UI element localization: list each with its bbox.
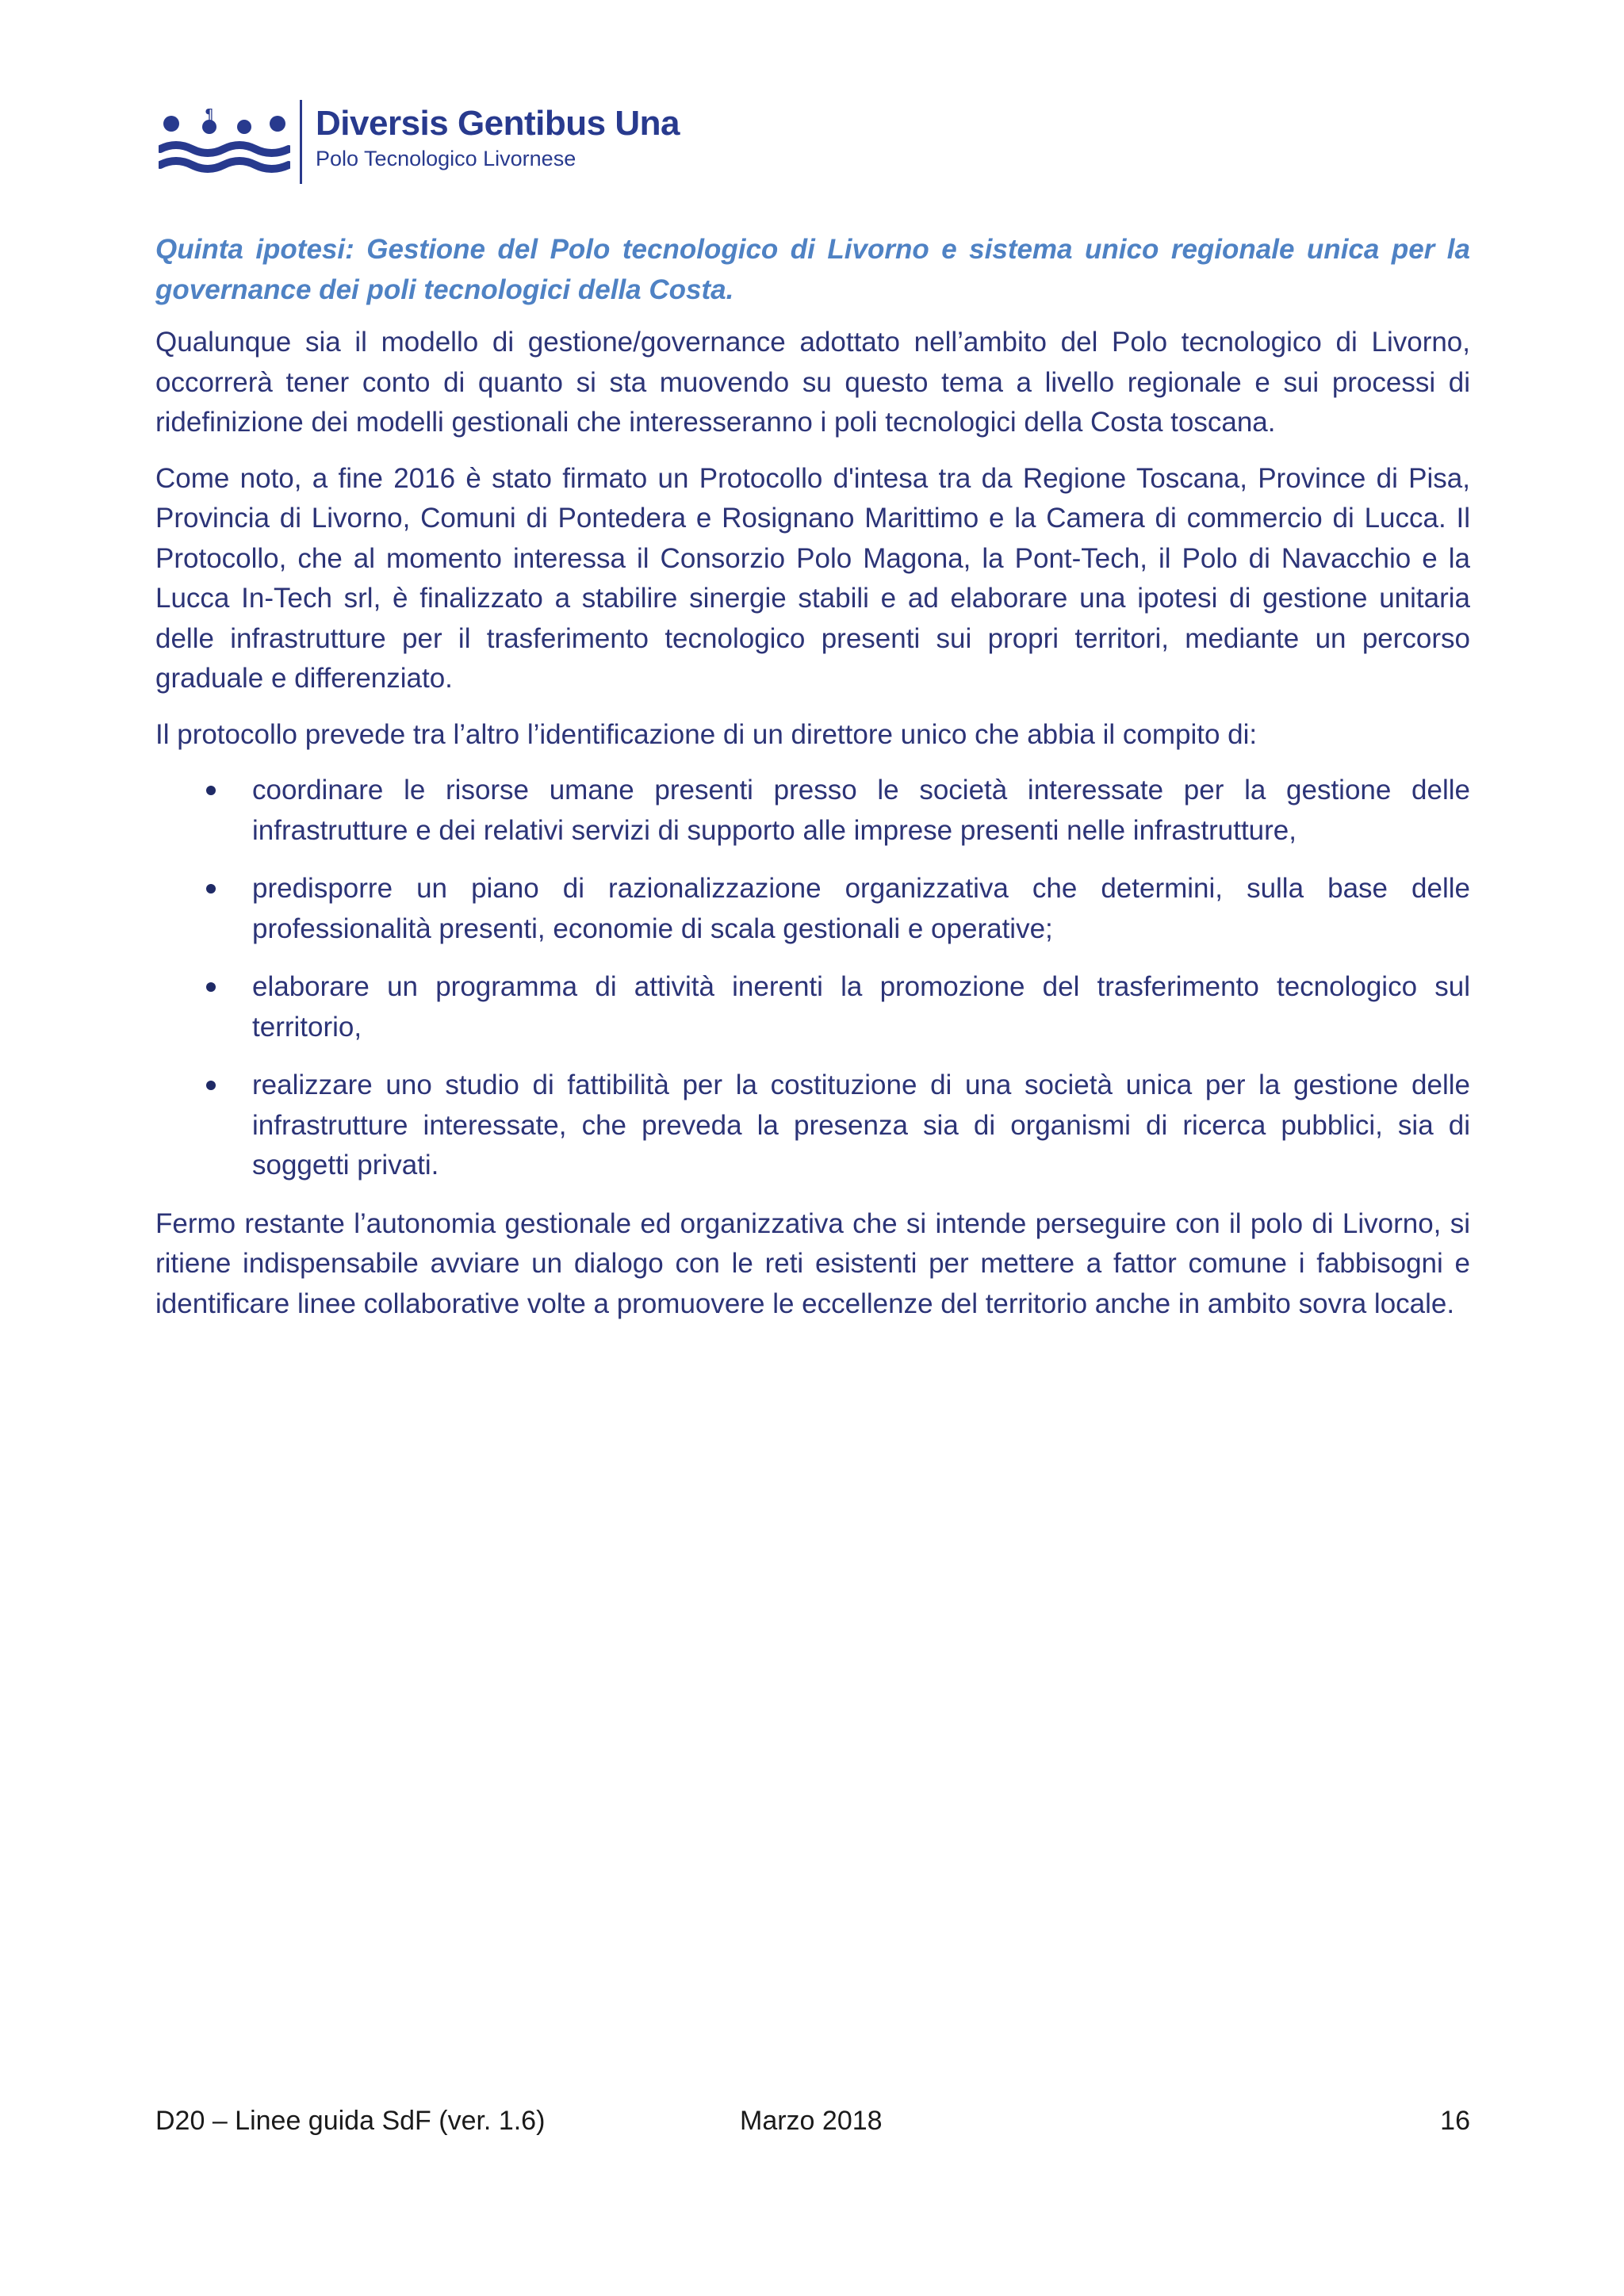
header-logo <box>159 98 730 186</box>
document-body <box>155 230 1470 1340</box>
bullet-item <box>155 967 1470 1047</box>
bullet-text: realizzare uno studio di fattibilità per la costituzione di una società unica per la gestione delle infrastrutture interessate, che preveda la presenza sia di organismi di ricerca pubblici, sia di soggetti privati. <box>252 1070 1470 1181</box>
page-number: 16 <box>1440 2106 1470 2136</box>
logo-subtitle: Polo Tecnologico Livornese <box>316 147 576 170</box>
bullet-text: coordinare le risorse umane presenti presso le società interessate per la gestione delle infrastrutture e dei relativi servizi di supporto alle imprese presenti nelle infrastrutture, <box>252 775 1470 846</box>
page-footer <box>155 2106 1470 2145</box>
footer-document-id: D20 – Linee guida SdF (ver. 1.6) <box>155 2106 546 2136</box>
bullet-item <box>155 869 1470 949</box>
footer-date: Marzo 2018 <box>740 2106 883 2136</box>
bullet-item <box>155 1066 1470 1186</box>
paragraph: Come noto, a fine 2016 è stato firmato un Protocollo d'intesa tra da Regione Toscana, Province di Pisa, Provincia di Livorno, Comuni di Pontedera e Rosignano Marittimo e la Camera di commercio di Lucca. Il Protocollo, che al momento interessa il Consorzio Polo Magona, la Pont-Tech, il Polo di Navacchio e la Lucca In-Tech srl, è finalizzato a stabilire sinergie stabili e ad elaborare una ipotesi di gestione unitaria delle infrastrutture per il trasferimento tecnologico presenti sui propri territori, mediante un percorso graduale e differenziato. <box>155 462 1470 694</box>
bullet-dot-icon <box>206 982 216 992</box>
bullet-dot-icon <box>206 884 216 894</box>
paragraph: Il protocollo prevede tra l’altro l’identificazione di un direttore unico che abbia il compito di: <box>155 718 1258 750</box>
bullet-list <box>155 771 1470 1186</box>
logo-title: Diversis Gentibus Una <box>316 104 680 143</box>
paragraph: Qualunque sia il modello di gestione/governance adottato nell’ambito del Polo tecnologico di Livorno, occorrerà tener conto di quanto si sta muovendo su questo tema a livello regionale e sui processi di ridefinizione dei modelli gestionali che interesseranno i poli tecnologici della Costa toscana. <box>155 327 1470 438</box>
logo-dots-waves-icon <box>159 103 290 182</box>
paragraph: Fermo restante l’autonomia gestionale ed organizzativa che si intende perseguire con il polo di Livorno, si ritiene indispensabile avviare un dialogo con le reti esistenti per mettere a fattor comune i fabbisogni e identificare linee collaborative volte a promuovere le eccellenze del territorio anche in ambito sovra locale. <box>155 1207 1470 1319</box>
svg-text:¶: ¶ <box>205 106 214 123</box>
bullet-dot-icon <box>206 786 216 795</box>
logo-text <box>316 103 680 173</box>
logo-divider <box>300 100 302 184</box>
section-heading: Quinta ipotesi: Gestione del Polo tecnologico di Livorno e sistema unico regionale unica per la governance dei poli tecnologici della Costa. <box>155 234 1470 305</box>
bullet-text: elaborare un programma di attività inerenti la promozione del trasferimento tecnologico sul territorio, <box>252 971 1470 1043</box>
bullet-dot-icon <box>206 1081 216 1090</box>
bullet-item <box>155 771 1470 851</box>
bullet-text: predisporre un piano di razionalizzazione organizzativa che determini, sulla base delle professionalità presenti, economie di scala gestionali e operative; <box>252 873 1470 944</box>
